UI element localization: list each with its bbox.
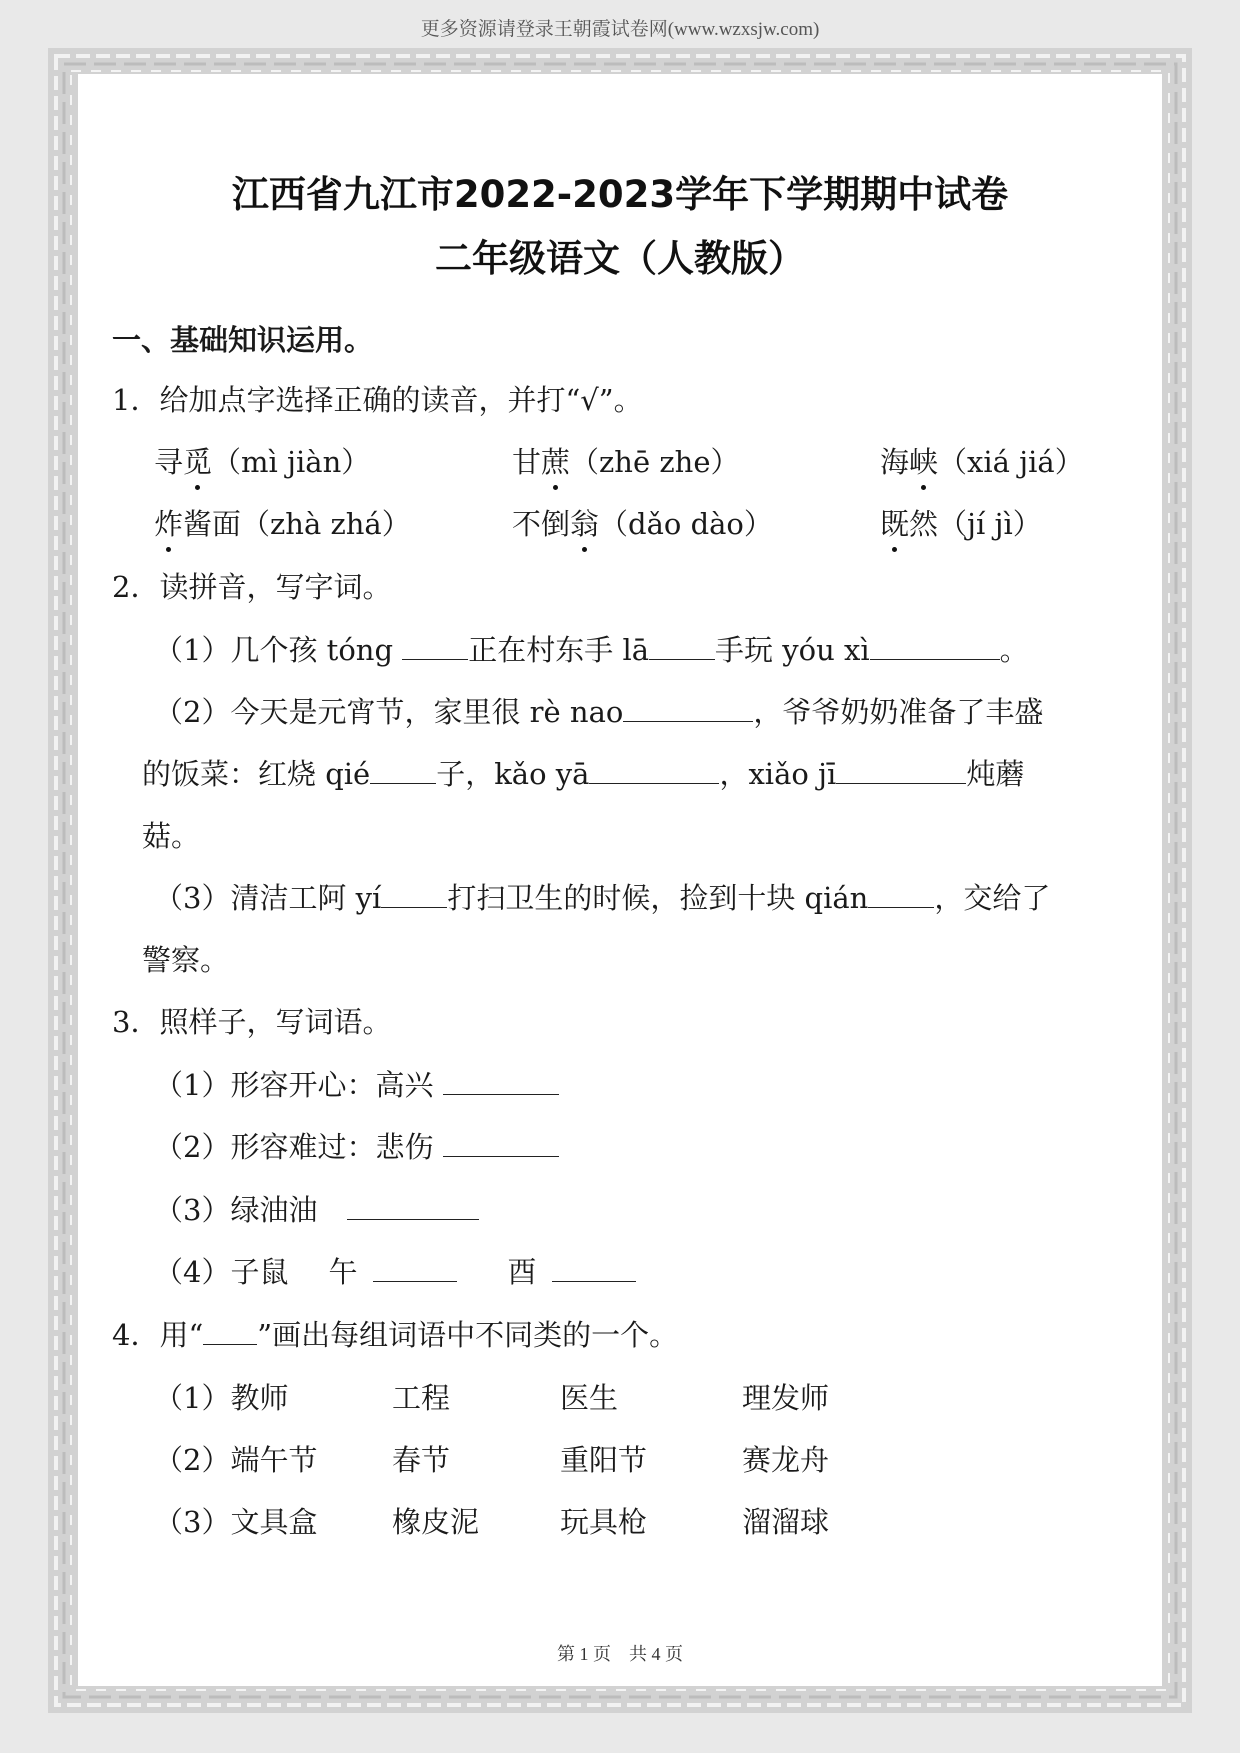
exam-title: 江西省九江市2022-2023学年下学期期中试卷 (231, 173, 1009, 216)
q2-sentence-2-end: 菇。 (142, 819, 201, 853)
answer-blank[interactable] (552, 1255, 636, 1282)
q3-item-4: （4）子鼠 午 酉 (154, 1250, 636, 1291)
q1-item-4: 炸酱面（zhà zhá） (154, 502, 411, 543)
q1-item-1: 寻觅（mì jiàn） (154, 440, 370, 481)
q4-word[interactable]: 玩具枪 (560, 1505, 648, 1539)
q4-word[interactable]: （3）文具盒 (154, 1505, 318, 1539)
q4-word[interactable]: 溜溜球 (742, 1505, 830, 1539)
site-header: 更多资源请登录王朝霞试卷网(www.wzxsjw.com) (420, 19, 820, 40)
q4-word[interactable]: 重阳节 (560, 1443, 648, 1477)
question-2-stem: 2．读拼音，写字词。 (112, 570, 392, 604)
q1-item-5: 不倒翁（dǎo dào） (512, 502, 773, 543)
question-4-stem: 4．用“ ”画出每组词语中不同类的一个。 (112, 1318, 679, 1352)
page-footer: 第 1 页 共 4 页 (557, 1644, 683, 1664)
q2-sentence-1: （1）几个孩 tóng 正在村东手 lā 手玩 yóu xì 。 (154, 633, 1029, 667)
question-3-stem: 3．照样子，写词语。 (112, 1005, 392, 1039)
q4-word[interactable]: （1）教师 (154, 1381, 289, 1415)
answer-blank[interactable] (443, 1130, 559, 1157)
q3-item-2: （2）形容难过：悲伤 (154, 1125, 559, 1166)
q4-word[interactable]: 医生 (560, 1381, 619, 1415)
answer-blank[interactable] (402, 633, 468, 660)
q2-sentence-2-cont: 的饭菜：红烧 qié 子，kǎo yā ，xiǎo jī 炖蘑 (142, 757, 1025, 791)
q1-item-2: 甘蔗（zhē zhe） (512, 440, 740, 481)
answer-blank[interactable] (589, 757, 719, 784)
answer-blank[interactable] (836, 757, 966, 784)
q4-word[interactable]: 橡皮泥 (392, 1505, 480, 1539)
answer-blank[interactable] (870, 633, 1000, 660)
q4-word[interactable]: 理发师 (742, 1381, 830, 1415)
answer-blank[interactable] (347, 1193, 479, 1220)
q2-sentence-2: （2）今天是元宵节，家里很 rè nao ，爷爷奶奶准备了丰盛 (154, 695, 1044, 729)
answer-blank[interactable] (443, 1068, 559, 1095)
section-heading: 一、基础知识运用。 (112, 323, 374, 357)
q1-item-3: 海峡（xiá jiá） (880, 440, 1084, 481)
q3-item-3: （3）绿油油 (154, 1188, 479, 1229)
answer-blank[interactable] (868, 881, 934, 908)
q3-item-1: （1）形容开心：高兴 (154, 1063, 559, 1104)
question-1-stem: 1．给加点字选择正确的读音，并打“√”。 (112, 383, 643, 417)
answer-blank[interactable] (623, 695, 753, 722)
q4-word[interactable]: 工程 (392, 1381, 451, 1415)
q4-word[interactable]: 春节 (392, 1443, 451, 1477)
q1-item-6: 既然（jí jì） (880, 502, 1042, 543)
answer-blank[interactable] (381, 881, 447, 908)
underline-sample (203, 1318, 257, 1345)
q4-word[interactable]: （2）端午节 (154, 1443, 318, 1477)
q2-sentence-3: （3）清洁工阿 yí 打扫卫生的时候，捡到十块 qián ，交给了 (154, 881, 1051, 915)
answer-blank[interactable] (370, 757, 436, 784)
exam-subtitle: 二年级语文（人教版） (435, 237, 805, 280)
q2-sentence-3-end: 警察。 (142, 943, 230, 977)
q4-word[interactable]: 赛龙舟 (742, 1443, 830, 1477)
answer-blank[interactable] (649, 633, 715, 660)
answer-blank[interactable] (373, 1255, 457, 1282)
